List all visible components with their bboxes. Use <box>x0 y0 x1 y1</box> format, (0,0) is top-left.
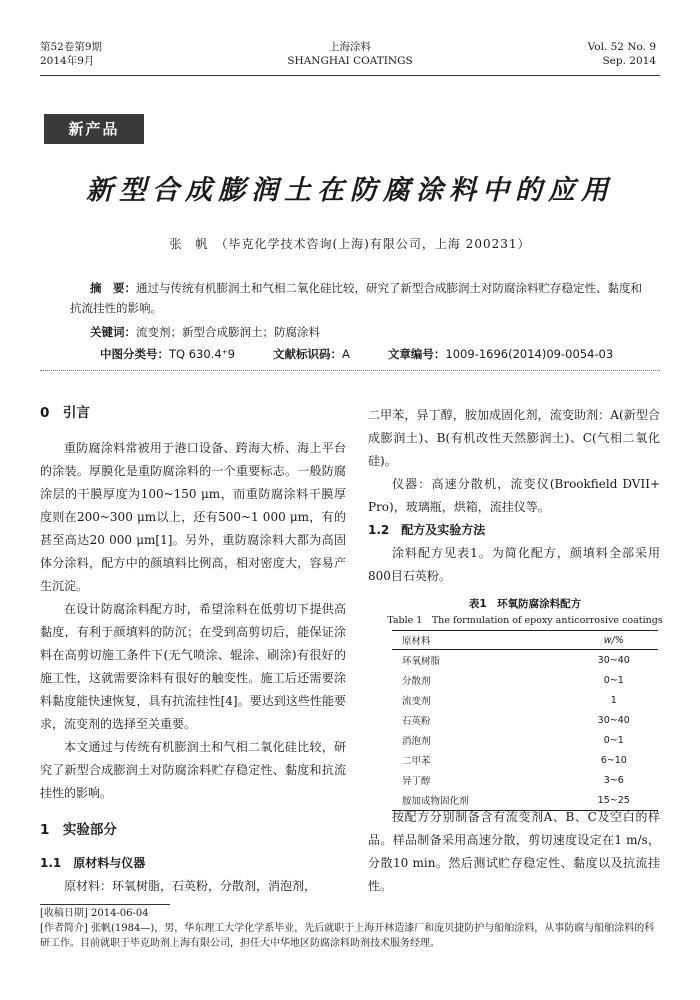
date-cn: 2014年9月 <box>40 55 95 67</box>
material-value: 30~40 <box>597 714 630 726</box>
journal-en: SHANGHAI COATINGS <box>287 55 413 67</box>
footnote-rule <box>40 904 170 905</box>
doc-code-value: A <box>342 347 350 361</box>
material-name: 异丁醇 <box>402 776 431 787</box>
table-row <box>392 750 658 770</box>
table-caption-cn: 表1 环氧防腐涂料配方 <box>468 598 582 610</box>
header-right <box>588 40 656 68</box>
material-name: 消泡剂 <box>402 736 431 747</box>
intro-paragraph-2: 在设计防腐涂料配方时，希望涂料在低剪切下提供高黏度，有利于颜填料的防沉；在受到高剪切后，能保证涂料在高剪切施工条件下(无气喷涂、辊涂、刷涂)有很好的施工性，这就需要涂料有很好的触变性。施工后还需要涂料黏度能快速恢复，具有抗流挂性[4]。要达到这些性能要求，流变剂的选择至关重要。 <box>40 602 346 731</box>
abstract-text: 通过与传统有机膨润土和气相二氧化硅比较，研究了新型合成膨润土对防腐涂料贮存稳定性、黏度和抗流挂性的影响。 <box>70 281 642 315</box>
article-number-value: 1009-1696(2014)09-0054-03 <box>445 347 614 361</box>
material-name: 流变剂 <box>402 696 431 707</box>
intro-paragraph-3: 本文通过与传统有机膨润土和气相二氧化硅比较，研究了新型合成膨润土对防腐涂料贮存稳定性、黏度和抗流挂性的影响。 <box>40 740 346 800</box>
classification-row <box>100 346 613 362</box>
right-column <box>368 404 660 588</box>
table-row <box>392 710 658 730</box>
materials-subheading: 1.1 原材料与仪器 <box>40 856 146 870</box>
abstract <box>70 278 650 318</box>
clc-label: 中图分类号： <box>100 347 169 361</box>
section-tag: 新产品 <box>44 114 144 144</box>
column-header-material: 原材料 <box>392 631 570 650</box>
material-value: 30~40 <box>597 654 630 666</box>
column-header-mass-fraction: w/% <box>570 631 659 650</box>
keywords-label: 关键词： <box>90 325 136 339</box>
materials-start: 原材料：环氧树脂，石英粉，分散剂，消泡剂， <box>64 879 317 893</box>
doc-code-label: 文献标识码： <box>273 347 343 361</box>
material-name: 胺加成物固化剂 <box>392 790 570 811</box>
article-number-label: 文章编号： <box>387 347 446 361</box>
right-column-after-table <box>368 806 660 898</box>
date-en: Sep. 2014 <box>602 55 656 67</box>
keywords <box>70 322 670 342</box>
intro-heading: 0 引言 <box>40 405 90 421</box>
volume-en: Vol. 52 No. 9 <box>587 41 656 53</box>
material-value: 15~25 <box>570 790 659 811</box>
material-value: 0~1 <box>603 674 624 686</box>
table-row <box>392 770 658 790</box>
table-row <box>392 670 658 690</box>
formulation-table <box>392 630 658 811</box>
table-caption-en: Table 1 The formulation of epoxy anticorrosive coatings <box>387 615 663 626</box>
table-header-row <box>392 631 658 650</box>
materials-continued: 二甲苯，异丁醇，胺加成固化剂，流变助剂：A(新型合成膨润土)、B(有机改性天然膨润土)、C(气相二氧化硅)。 <box>368 408 660 468</box>
formula-subheading: 1.2 配方及实验方法 <box>368 523 486 537</box>
table-row <box>392 730 658 750</box>
material-value: 3~6 <box>603 774 624 786</box>
abstract-label: 摘 要： <box>90 281 136 295</box>
footnote-author-bio: [作者简介] 张帆(1984—)，男，华东理工大学化学系毕业，先后就职于上海开林造漆厂和庞贝捷防护与船舶涂料，从事防腐与船舶涂料的科研工作。目前就职于毕克助剂上海有限公司，担任大中华地区防腐涂料助剂技术服务经理。 <box>40 923 655 949</box>
material-name: 分散剂 <box>402 676 431 687</box>
intro-paragraph-1: 重防腐涂料常被用于港口设备、跨海大桥、海上平台的涂装。厚膜化是重防腐涂料的一个重要标志。一般防腐涂层的干膜厚度为100~150 μm，而重防腐涂料干膜厚度则在200~300 μm以上，还有500~1 000 μm，有的甚至高达20 000 μm[1]。另外，重防腐涂料大都为高固体分涂料，配方中的颜填料比例高，相对密度大，容易产生沉淀。 <box>40 441 346 593</box>
table-row <box>392 690 658 710</box>
material-name: 二甲苯 <box>402 756 431 767</box>
table-row <box>392 650 658 671</box>
journal-cn: 上海涂料 <box>329 41 371 53</box>
footnote-received: [收稿日期] 2014-06-04 <box>40 908 149 919</box>
article-title: 新型合成膨润土在防腐涂料中的应用 <box>86 175 614 206</box>
material-value: 1 <box>610 694 617 706</box>
keywords-text: 流变剂；新型合成膨润土；防腐涂料 <box>136 325 320 339</box>
volume-cn: 第52卷第9期 <box>40 41 103 53</box>
method-paragraph: 按配方分别制备含有流变剂A、B、C及空白的样品。样品制备采用高速分散，剪切速度设定在1 m/s，分散10 min。然后测试贮存稳定性、黏度以及抗流挂性。 <box>368 810 660 893</box>
material-value: 6~10 <box>600 754 627 766</box>
abstract-divider <box>40 370 660 371</box>
material-name: 环氧树脂 <box>402 656 441 667</box>
material-value: 0~1 <box>603 734 624 746</box>
instruments-paragraph: 仪器：高速分散机，流变仪(Brookfield DVII+ Pro)，玻璃瓶，烘箱，流挂仪等。 <box>368 477 660 514</box>
author-line: 张 帆 （毕克化学技术咨询(上海)有限公司，上海 200231） <box>169 237 531 251</box>
left-column <box>40 402 346 898</box>
experiment-heading: 1 实验部分 <box>40 822 117 838</box>
header-rule <box>40 75 660 76</box>
clc-value: TQ 630.4⁺9 <box>169 347 236 361</box>
material-name: 石英粉 <box>402 716 431 727</box>
formula-paragraph: 涂料配方见表1。为简化配方，颜填料全部采用800目石英粉。 <box>368 546 660 583</box>
